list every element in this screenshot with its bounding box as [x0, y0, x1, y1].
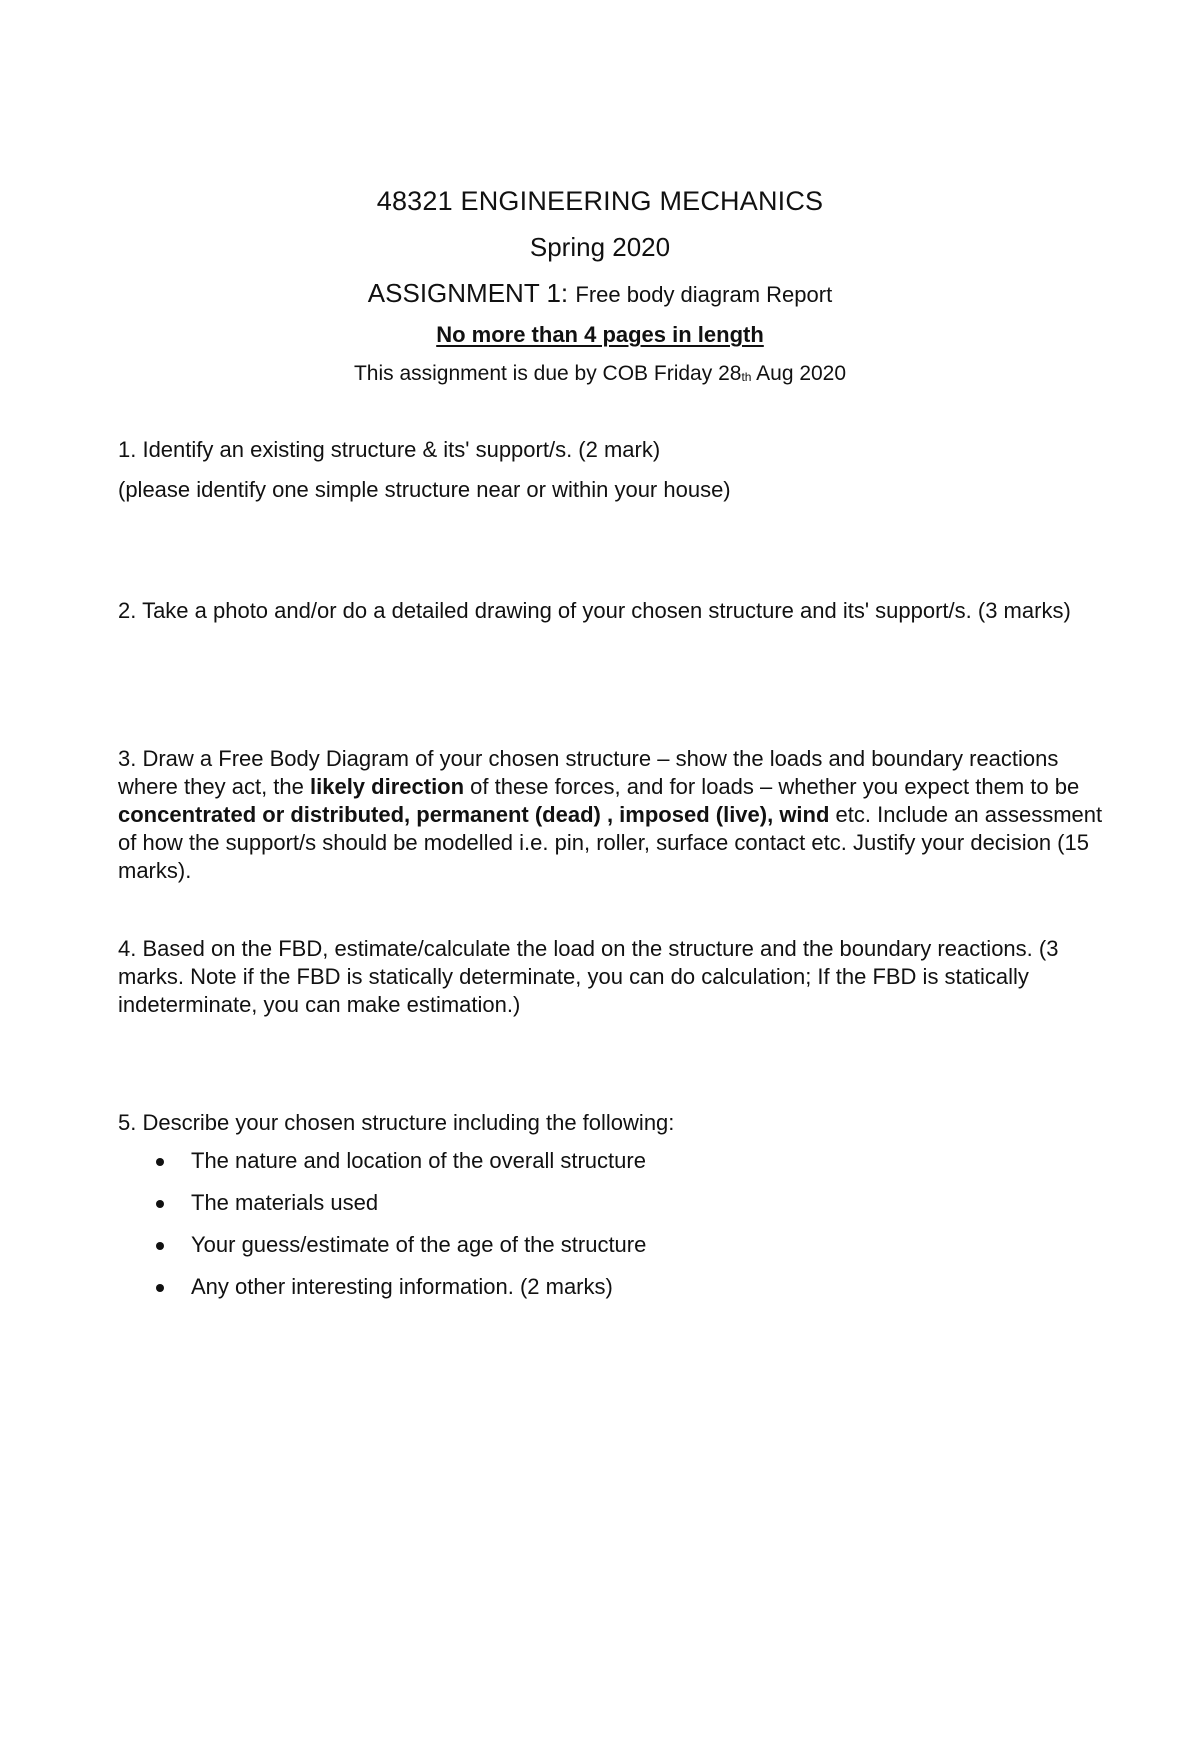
question-2 — [118, 597, 1108, 625]
question-1 — [118, 436, 1108, 504]
bullet-icon — [156, 1284, 164, 1292]
list-item-text: Any other interesting information. (2 marks) — [191, 1274, 613, 1299]
question-1-text: 1. Identify an existing structure & its' support/s. (2 mark) — [118, 437, 661, 462]
question-3 — [118, 745, 1108, 885]
question-3-text — [118, 745, 1108, 885]
list-item — [118, 1231, 1098, 1273]
due-date — [0, 362, 1200, 386]
list-item-text: Your guess/estimate of the age of the structure — [191, 1232, 647, 1257]
question-3-part-3: etc. Include an assessment of how the support/s should be modelled i.e. pin, roller, surface contact etc. Justify your decision (15 marks). — [118, 802, 1103, 883]
question-3-bold-1: likely direction — [310, 774, 465, 799]
question-5-intro: 5. Describe your chosen structure including the following: — [118, 1110, 675, 1135]
list-item — [118, 1147, 1098, 1189]
question-4-text: 4. Based on the FBD, estimate/calculate the load on the structure and the boundary reactions. (3 marks. Note if the FBD is statically determinate, you can do calculation; If the FBD is statically indeterminate, you can make estimation.) — [118, 936, 1059, 1017]
question-3-part-1: 3. Draw a Free Body Diagram of your chosen structure – show the loads and boundary reactions where they act, the — [118, 746, 1059, 799]
list-item-text: The nature and location of the overall structure — [191, 1148, 646, 1173]
list-item — [118, 1273, 1098, 1315]
assignment-heading — [0, 278, 1200, 309]
list-item — [118, 1189, 1098, 1231]
page-limit: No more than 4 pages in length — [436, 322, 764, 347]
due-suffix: Aug 2020 — [751, 362, 847, 385]
question-2-text: 2. Take a photo and/or do a detailed drawing of your chosen structure and its' support/s. (3 marks) — [118, 598, 1071, 623]
question-1-note: (please identify one simple structure near or within your house) — [118, 477, 731, 502]
term: Spring 2020 — [529, 232, 671, 262]
question-3-part-2: of these forces, and for loads – whether you expect them to be — [464, 774, 1080, 799]
assignment-label: ASSIGNMENT 1: — [367, 278, 569, 308]
bullet-icon — [156, 1158, 164, 1166]
bullet-icon — [156, 1200, 164, 1208]
question-5 — [118, 1109, 1108, 1137]
due-ordinal: th — [741, 370, 752, 384]
question-3-bold-2: concentrated or distributed, permanent (dead) , imposed (live), wind — [118, 802, 830, 827]
course-title: 48321 ENGINEERING MECHANICS — [376, 186, 824, 216]
question-4 — [118, 935, 1108, 1019]
list-item-text: The materials used — [191, 1190, 379, 1215]
due-prefix: This assignment is due by COB Friday 28 — [353, 362, 742, 385]
question-5-bullet-list — [118, 1147, 1098, 1315]
assignment-name: Free body diagram Report — [575, 282, 833, 307]
bullet-icon — [156, 1242, 164, 1250]
